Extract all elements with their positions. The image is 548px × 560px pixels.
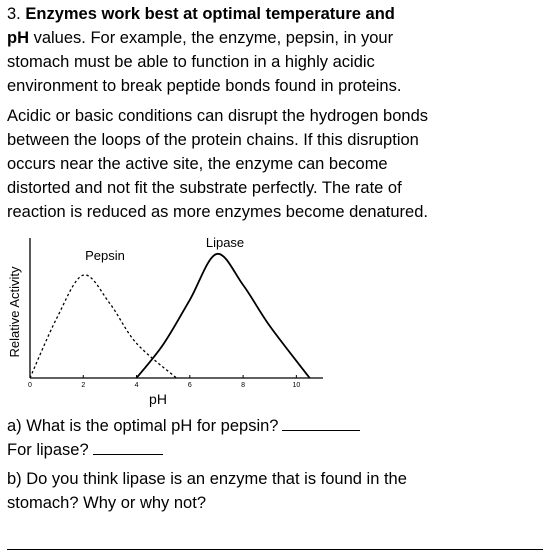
answer-line[interactable] <box>7 549 543 550</box>
question-a-line-2 <box>7 438 543 462</box>
question-a <box>7 414 543 462</box>
ph-activity-chart <box>0 228 548 414</box>
intro-line-3: stomach must be able to function in a highly acidic <box>7 53 375 71</box>
explanation-line-5: reaction is reduced as more enzymes become denatured. <box>7 203 428 221</box>
series-label-lipase: Lipase <box>205 235 245 250</box>
explanation-paragraph <box>7 104 543 224</box>
answer-blank-pepsin[interactable] <box>282 414 360 431</box>
explanation-line-4: distorted and not fit the substrate perfectly. The rate of <box>7 179 402 197</box>
question-b-line-2: stomach? Why or why not? <box>7 494 206 512</box>
intro-bold-text-2: pH <box>7 29 29 47</box>
question-number: 3. <box>7 5 26 23</box>
x-tick-labels <box>28 382 300 389</box>
x-tick-label-1: 2 <box>81 382 86 389</box>
x-tick-label-4: 8 <box>241 382 246 389</box>
x-tick-label-5: 10 <box>292 382 301 389</box>
y-axis-label: Relative Activity <box>7 266 22 358</box>
series-label-pepsin: Pepsin <box>85 248 125 263</box>
x-tick-label-0: 0 <box>28 382 32 389</box>
intro-line-2 <box>7 26 543 50</box>
chart-svg <box>0 228 548 414</box>
x-tick-label-3: 6 <box>187 382 192 389</box>
question-b-line-1: b) Do you think lipase is an enzyme that is found in the <box>7 470 407 488</box>
question-a-text: a) What is the optimal pH for pepsin? <box>7 417 279 435</box>
intro-text-2: values. For example, the enzyme, pepsin, in your <box>29 29 394 47</box>
explanation-line-1: Acidic or basic conditions can disrupt the hydrogen bonds <box>7 107 428 125</box>
question-a-lipase-text: For lipase? <box>7 441 89 459</box>
explanation-line-3: occurs near the active site, the enzyme can become <box>7 155 388 173</box>
explanation-line-2: between the loops of the protein chains. If this disruption <box>7 131 419 149</box>
question-a-line-1 <box>7 414 543 438</box>
x-tick-label-2: 4 <box>134 382 139 389</box>
x-axis-label: pH <box>149 391 167 407</box>
intro-bold-text-1: Enzymes work best at optimal temperature and <box>25 5 395 23</box>
intro-line-4: environment to break peptide bonds found in proteins. <box>7 77 402 95</box>
answer-blank-lipase[interactable] <box>93 438 163 455</box>
series-line-lipase <box>137 254 310 378</box>
intro-line-1 <box>7 2 543 26</box>
series-line-pepsin <box>30 275 177 378</box>
question-b <box>7 467 543 515</box>
intro-paragraph <box>7 2 543 98</box>
